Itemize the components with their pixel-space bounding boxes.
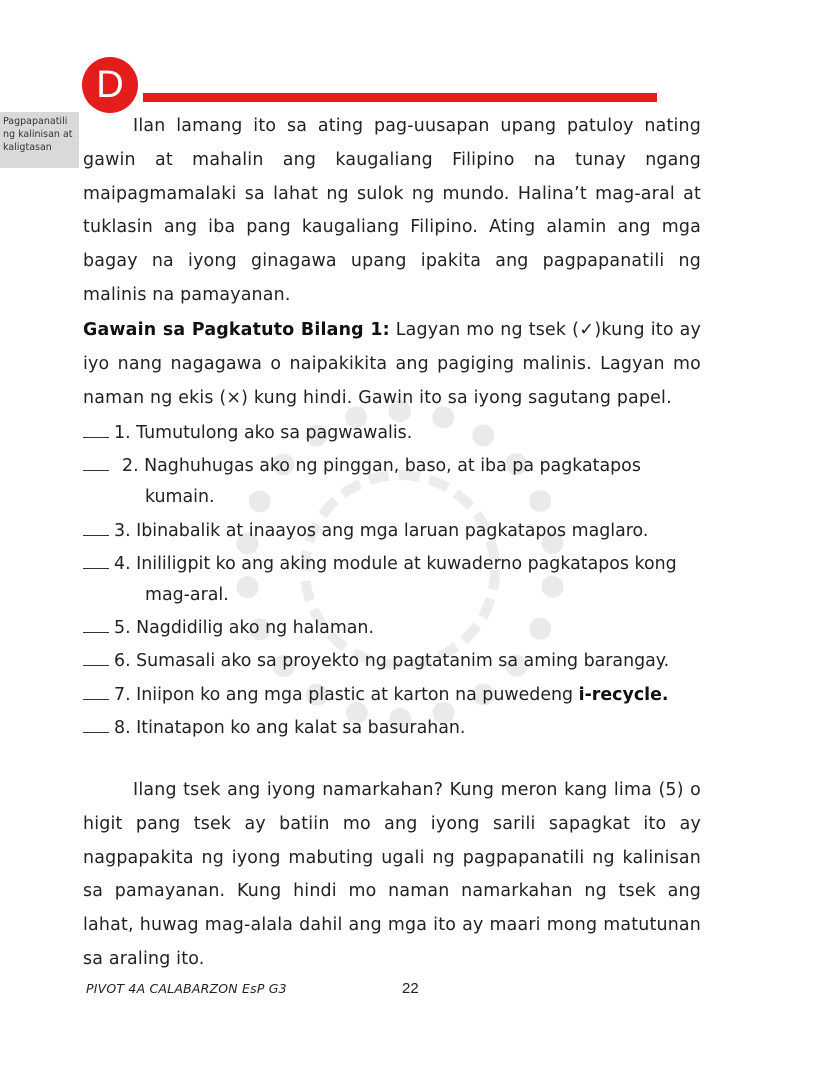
- item-text-wrap: [114, 450, 701, 483]
- list-item: [83, 679, 701, 712]
- item-continuation: kumain.: [145, 487, 215, 508]
- side-tab-label: Pagpapanatili ng kalinisan at kaligtasan: [0, 112, 79, 168]
- item-text: 6. Sumasali ako sa proyekto ng pagtatanim sa aming barangay.: [114, 651, 670, 672]
- activity-instructions: [83, 314, 701, 415]
- answer-blank[interactable]: [83, 450, 109, 471]
- list-item: [83, 645, 701, 678]
- answer-blank[interactable]: [83, 515, 109, 536]
- section-badge: D: [82, 57, 138, 113]
- item-text: 7. Iniipon ko ang mga plastic at karton na puwedeng: [114, 684, 574, 705]
- item-text: 8. Itinatapon ko ang kalat sa basurahan.: [114, 717, 466, 738]
- list-item: [83, 548, 701, 581]
- answer-blank[interactable]: [83, 612, 109, 633]
- checklist: [83, 417, 701, 745]
- answer-blank[interactable]: [83, 679, 109, 700]
- list-item: [83, 515, 701, 548]
- footer-label: PIVOT 4A CALABARZON EsP G3: [86, 981, 287, 996]
- list-item-continuation: [83, 481, 701, 514]
- list-item: [83, 712, 701, 745]
- item-text: 3. Ibinabalik at inaayos ang mga laruan pagkatapos maglaro.: [114, 520, 649, 541]
- item-text: 1. Tumutulong ako sa pagwawalis.: [114, 423, 413, 443]
- item-text: 5. Nagdidilig ako ng halaman.: [114, 618, 374, 639]
- page-number: 22: [402, 980, 419, 997]
- list-item: [83, 450, 701, 483]
- list-item: [83, 612, 701, 645]
- answer-blank[interactable]: [83, 712, 109, 733]
- intro-paragraph: [83, 110, 701, 313]
- item-text: 2. Naghuhugas ako ng pinggan, baso, at iba pa pagkatapos: [122, 456, 641, 477]
- closing-text: Ilang tsek ang iyong namarkahan? Kung meron kang lima (5) o higit pang tsek ay batiin mo ang iyong sarili sapagkat ito ay nagpapakita ng iyong mabuting ugali ng pagpapanatili ng kalinisan sa pamayanan. Kung hindi mo naman namarkahan ng tsek ang lahat, huwag mag-alala dahil ang mga ito ay maari mong matutunan sa araling ito.: [83, 780, 701, 969]
- closing-paragraph: [83, 774, 701, 977]
- activity-title: Gawain sa Pagkatuto Bilang 1:: [83, 320, 390, 340]
- list-item-continuation: [83, 579, 701, 612]
- item-text-group: [114, 679, 701, 712]
- list-item: [83, 417, 701, 450]
- item-bold-term: i-recycle.: [578, 684, 669, 705]
- intro-text: Ilan lamang ito sa ating pag-uusapan upang patuloy nating gawin at mahalin ang kaugaliang Filipino na tunay ngang maipagmamalaki sa lahat ng sulok ng mundo. Halina’t mag-aral at tuklasin ang iba pang kaugaliang Filipino. Ating alamin ang mga bagay na iyong ginagawa upang ipakita ang pagpapanatili ng malinis na pamayanan.: [83, 116, 701, 305]
- answer-blank[interactable]: [83, 417, 109, 438]
- item-continuation: mag-aral.: [145, 585, 229, 606]
- answer-blank[interactable]: [83, 548, 109, 569]
- answer-blank[interactable]: [83, 645, 109, 666]
- activity-instruction: Lagyan mo ng tsek (✓)kung ito ay iyo nang nagagawa o naipakikita ang pagiging malinis. Lagyan mo naman ng ekis (×) kung hindi. Gawin ito sa iyong sagutang papel.: [83, 320, 701, 408]
- section-bar: [143, 93, 657, 102]
- item-text: 4. Inililigpit ko ang aking module at kuwaderno pagkatapos kong: [114, 553, 677, 574]
